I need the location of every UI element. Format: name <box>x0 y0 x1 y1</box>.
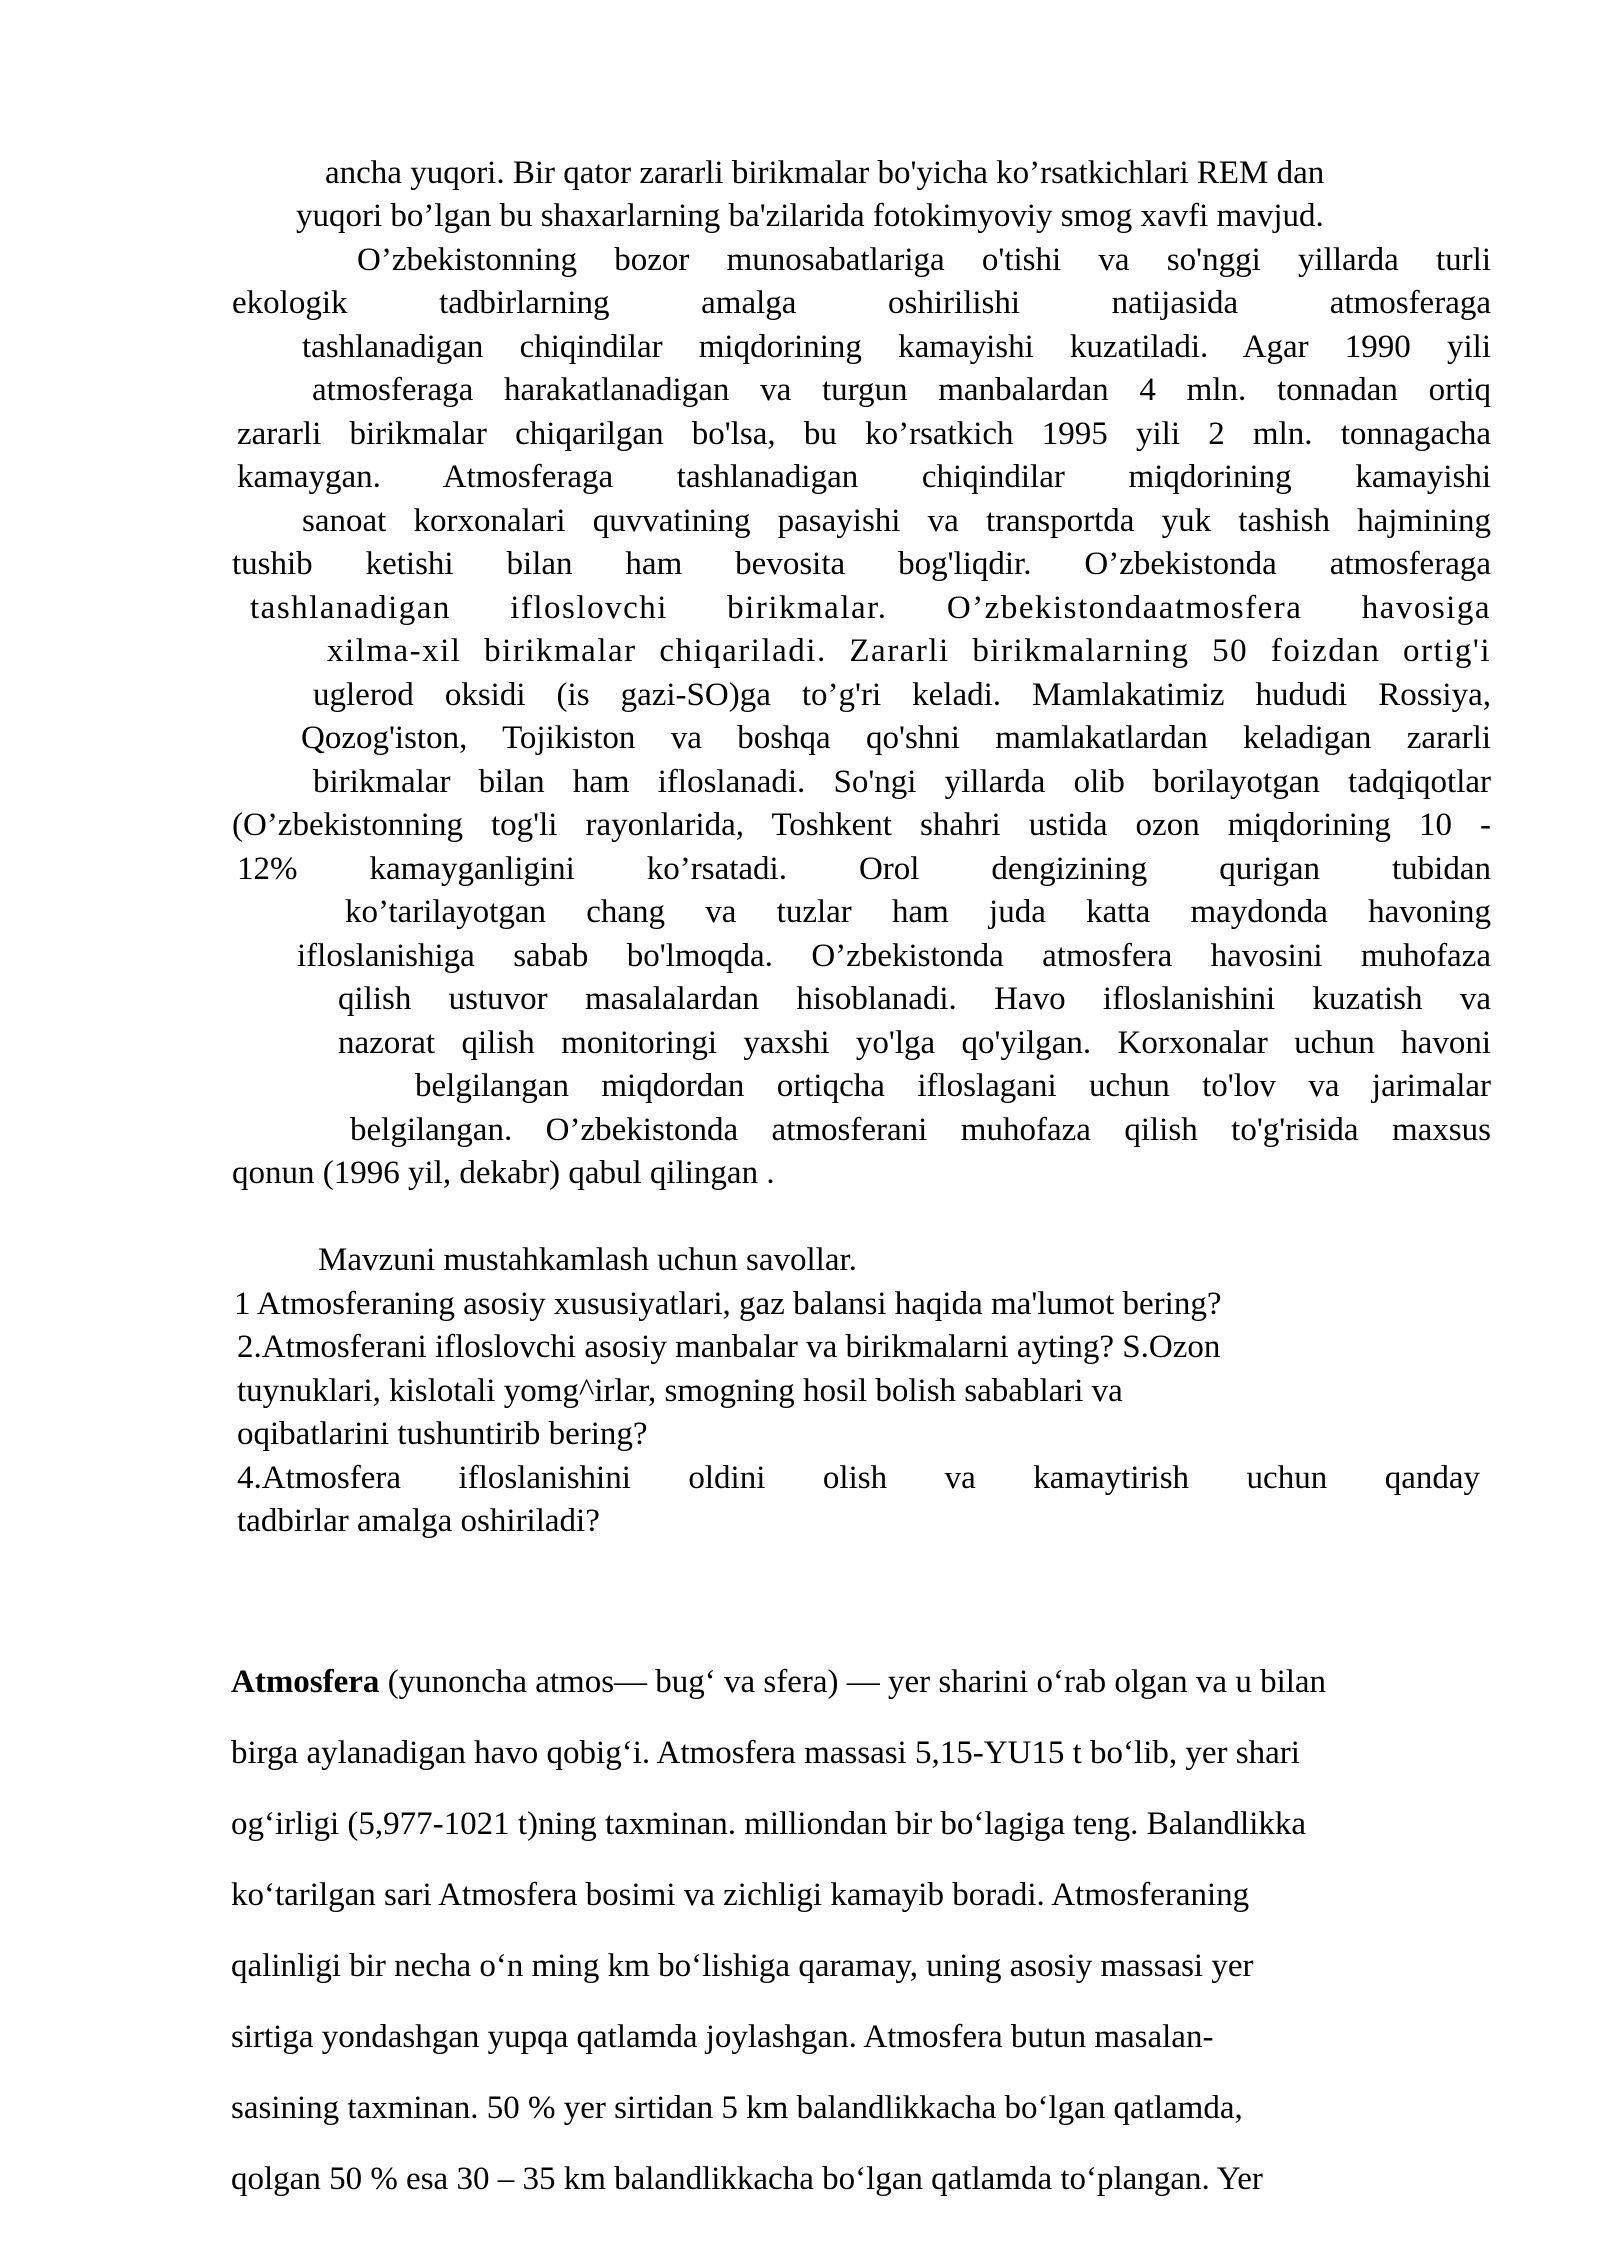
question-item: tuynuklari, kislotali yomg^irlar, smogning hosil bolish sabablari va <box>237 1373 1123 1409</box>
text-line: sasining taxminan. 50 % yer sirtidan 5 km balandlikkacha boʻlgan qatlamda, <box>231 2090 1243 2126</box>
question-item: 1 Atmosferaning asosiy xususiyatlari, gaz balansi haqida ma'lumot bering? <box>234 1286 1222 1322</box>
text-line: qalinligi bir necha oʻn ming km boʻlishiga qaramay, uning asosiy massasi yer <box>231 1948 1254 1984</box>
text-line: O’zbekistonning bozor munosabatlariga o'tishi va so'nggi yillarda turli <box>357 242 1491 278</box>
text-line: kamaygan. Atmosferaga tashlanadigan chiqindilar miqdorining kamayishi <box>237 459 1491 495</box>
question-item: oqibatlarini tushuntirib bering? <box>237 1416 648 1452</box>
text-line: ifloslanishiga sabab bo'lmoqda. O’zbekistonda atmosfera havosini muhofaza <box>297 938 1491 974</box>
text-line: belgilangan. O’zbekistonda atmosferani muhofaza qilish to'g'risida maxsus <box>350 1112 1491 1148</box>
text-line: ekologik tadbirlarning amalga oshirilishi natijasida atmosferaga <box>232 285 1491 321</box>
questions-heading: Mavzuni mustahkamlash uchun savollar. <box>318 1242 857 1278</box>
text-line: zararli birikmalar chiqarilgan bo'lsa, bu ko’rsatkich 1995 yili 2 mln. tonnagacha <box>237 416 1491 452</box>
text-line <box>231 1662 1326 1702</box>
text-line: qolgan 50 % esa 30 – 35 km balandlikkacha boʻlgan qatlamda toʻplangan. Yer <box>231 2161 1263 2197</box>
text-line: 12% kamayganligini ko’rsatadi. Orol dengizining qurigan tubidan <box>237 851 1491 887</box>
text-line: tashlanadigan chiqindilar miqdorining kamayishi kuzatiladi. Agar 1990 yili <box>302 329 1491 365</box>
text-line: birga aylanadigan havo qobigʻi. Atmosfera massasi 5,15-YU15 t boʻlib, yer shari <box>231 1735 1300 1771</box>
text-line: Qozog'iston, Tojikiston va boshqa qo'shni mamlakatlardan keladigan zararli <box>301 720 1491 756</box>
text-line: tashlanadigan ifloslovchi birikmalar. O’zbekistondaatmosfera havosiga <box>250 590 1491 626</box>
text-line: tushib ketishi bilan ham bevosita bog'liqdir. O’zbekistonda atmosferaga <box>232 546 1491 582</box>
text-line: atmosferaga harakatlanadigan va turgun manbalardan 4 mln. tonnadan ortiq <box>312 372 1491 408</box>
question-item: 4.Atmosfera ifloslanishini oldini olish va kamaytirish uchun qanday <box>237 1460 1480 1496</box>
text-line: (O’zbekistonning tog'li rayonlarida, Toshkent shahri ustida ozon miqdorining 10 - <box>232 807 1491 843</box>
text-line: sirtiga yondashgan yupqa qatlamda joylashgan. Atmosfera butun masalan- <box>231 2019 1214 2055</box>
text-line: belgilangan miqdordan ortiqcha ifloslagani uchun to'lov va jarimalar <box>415 1068 1491 1104</box>
text-line: koʻtarilgan sari Atmosfera bosimi va zichligi kamayib boradi. Atmosferaning <box>231 1877 1250 1913</box>
text-span: (yunoncha atmos— bugʻ va sfera) — yer sharini oʻrab olgan va u bilan <box>379 1664 1327 1700</box>
term-atmosfera: Atmosfera <box>231 1664 380 1700</box>
text-line: qonun (1996 yil, dekabr) qabul qilingan . <box>232 1155 775 1191</box>
text-line: uglerod oksidi (is gazi-SO)ga to’g'ri keladi. Mamlakatimiz hududi Rossiya, <box>313 677 1491 713</box>
question-item: tadbirlar amalga oshiriladi? <box>237 1503 600 1539</box>
text-line: ogʻirligi (5,977-1021 t)ning taxminan. milliondan bir boʻlagiga teng. Balandlikka <box>231 1806 1307 1842</box>
text-line: ancha yuqori. Bir qator zararli birikmalar bo'yicha ko’rsatkichlari REM dan <box>325 155 1325 191</box>
text-line: sanoat korxonalari quvvatining pasayishi va transportda yuk tashish hajmining <box>302 503 1491 539</box>
text-line: xilma-xil birikmalar chiqariladi. Zararli birikmalarning 50 foizdan ortig'i <box>327 633 1491 669</box>
question-item: 2.Atmosferani ifloslovchi asosiy manbalar va birikmalarni ayting? S.Ozon <box>237 1329 1221 1365</box>
text-line: qilish ustuvor masalalardan hisoblanadi. Havo ifloslanishini kuzatish va <box>338 981 1491 1017</box>
text-line: ko’tarilayotgan chang va tuzlar ham juda katta maydonda havoning <box>345 894 1491 930</box>
text-line: nazorat qilish monitoringi yaxshi yo'lga qo'yilgan. Korxonalar uchun havoni <box>338 1025 1491 1061</box>
text-line: yuqori bo’lgan bu shaxarlarning ba'zilarida fotokimyoviy smog xavfi mavjud. <box>296 198 1324 234</box>
text-line: birikmalar bilan ham ifloslanadi. So'ngi yillarda olib borilayotgan tadqiqotlar <box>313 764 1491 800</box>
